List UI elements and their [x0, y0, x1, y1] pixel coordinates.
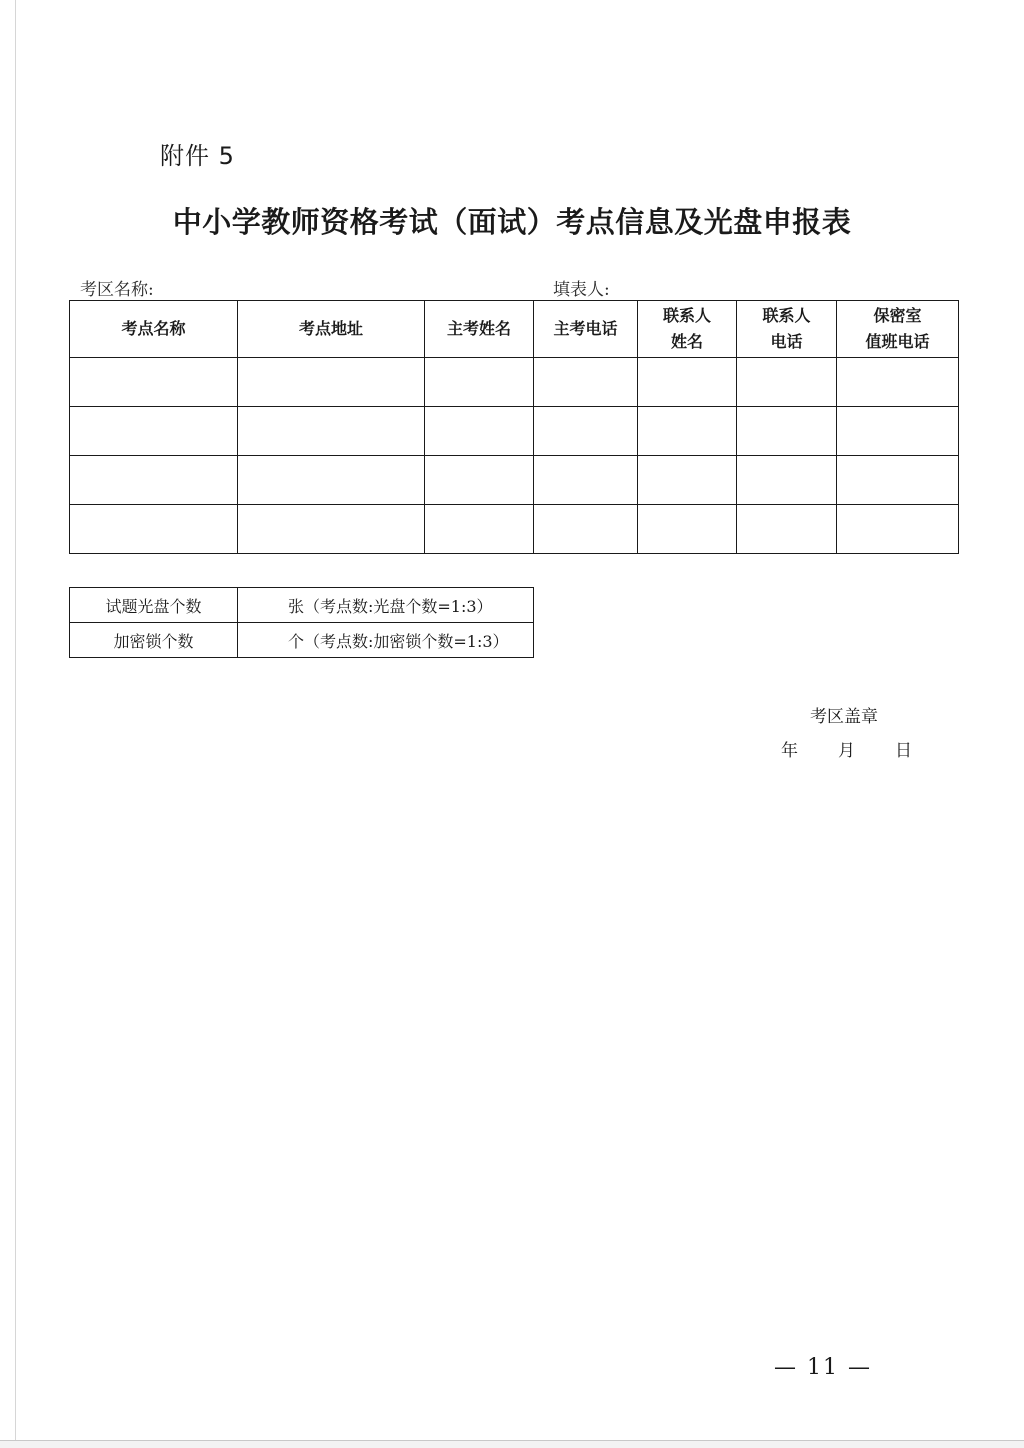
- table-cell[interactable]: [638, 505, 737, 554]
- attachment-label: 附件 5: [160, 142, 235, 170]
- table-cell[interactable]: [737, 407, 837, 456]
- header-site-address: 考点地址: [238, 301, 425, 358]
- table-cell[interactable]: [837, 407, 959, 456]
- header-security-room-phone: 保密室 值班电话: [837, 301, 959, 358]
- table-row: [70, 623, 534, 658]
- table-cell[interactable]: [238, 407, 425, 456]
- table-row: [70, 505, 959, 554]
- table-cell[interactable]: [534, 358, 638, 407]
- table-row: [70, 588, 534, 623]
- table-cell[interactable]: [70, 358, 238, 407]
- date-month-label: 月: [838, 741, 855, 761]
- table-cell[interactable]: [837, 358, 959, 407]
- encryption-lock-count-value[interactable]: 个（考点数:加密锁个数=1:3）: [238, 623, 534, 658]
- table-cell[interactable]: [534, 505, 638, 554]
- header-contact-phone: 联系人 电话: [737, 301, 837, 358]
- table-header-row: [70, 301, 959, 358]
- table-cell[interactable]: [425, 456, 534, 505]
- table-cell[interactable]: [534, 456, 638, 505]
- region-stamp-label: 考区盖章: [810, 707, 878, 727]
- table-cell[interactable]: [737, 358, 837, 407]
- header-contact-name: 联系人 姓名: [638, 301, 737, 358]
- table-cell[interactable]: [837, 456, 959, 505]
- disc-count-value[interactable]: 张（考点数:光盘个数=1:3）: [238, 588, 534, 623]
- table-cell[interactable]: [425, 407, 534, 456]
- table-cell[interactable]: [425, 505, 534, 554]
- table-cell[interactable]: [70, 505, 238, 554]
- table-cell[interactable]: [238, 456, 425, 505]
- table-cell[interactable]: [638, 456, 737, 505]
- table-row: [70, 358, 959, 407]
- header-site-name: 考点名称: [70, 301, 238, 358]
- table-cell[interactable]: [238, 358, 425, 407]
- table-cell[interactable]: [737, 456, 837, 505]
- table-cell[interactable]: [425, 358, 534, 407]
- table-cell[interactable]: [238, 505, 425, 554]
- table-row: [70, 407, 959, 456]
- date-day-label: 日: [895, 741, 912, 761]
- exam-site-table: [69, 300, 959, 554]
- disc-count-table: [69, 587, 534, 658]
- date-year-label: 年: [781, 741, 798, 761]
- header-examiner-phone: 主考电话: [534, 301, 638, 358]
- region-name-label: 考区名称:: [80, 280, 154, 300]
- table-cell[interactable]: [638, 358, 737, 407]
- table-cell[interactable]: [70, 456, 238, 505]
- document-title: 中小学教师资格考试（面试）考点信息及光盘申报表: [172, 205, 852, 239]
- header-examiner-name: 主考姓名: [425, 301, 534, 358]
- filler-label: 填表人:: [553, 280, 610, 300]
- table-cell[interactable]: [70, 407, 238, 456]
- encryption-lock-count-label: 加密锁个数: [70, 623, 238, 658]
- table-row: [70, 456, 959, 505]
- scan-edge-bottom: [0, 1440, 1024, 1448]
- table-cell[interactable]: [638, 407, 737, 456]
- table-cell[interactable]: [534, 407, 638, 456]
- table-cell[interactable]: [837, 505, 959, 554]
- table-cell[interactable]: [737, 505, 837, 554]
- page-number: — 11 —: [774, 1355, 872, 1380]
- disc-count-label: 试题光盘个数: [70, 588, 238, 623]
